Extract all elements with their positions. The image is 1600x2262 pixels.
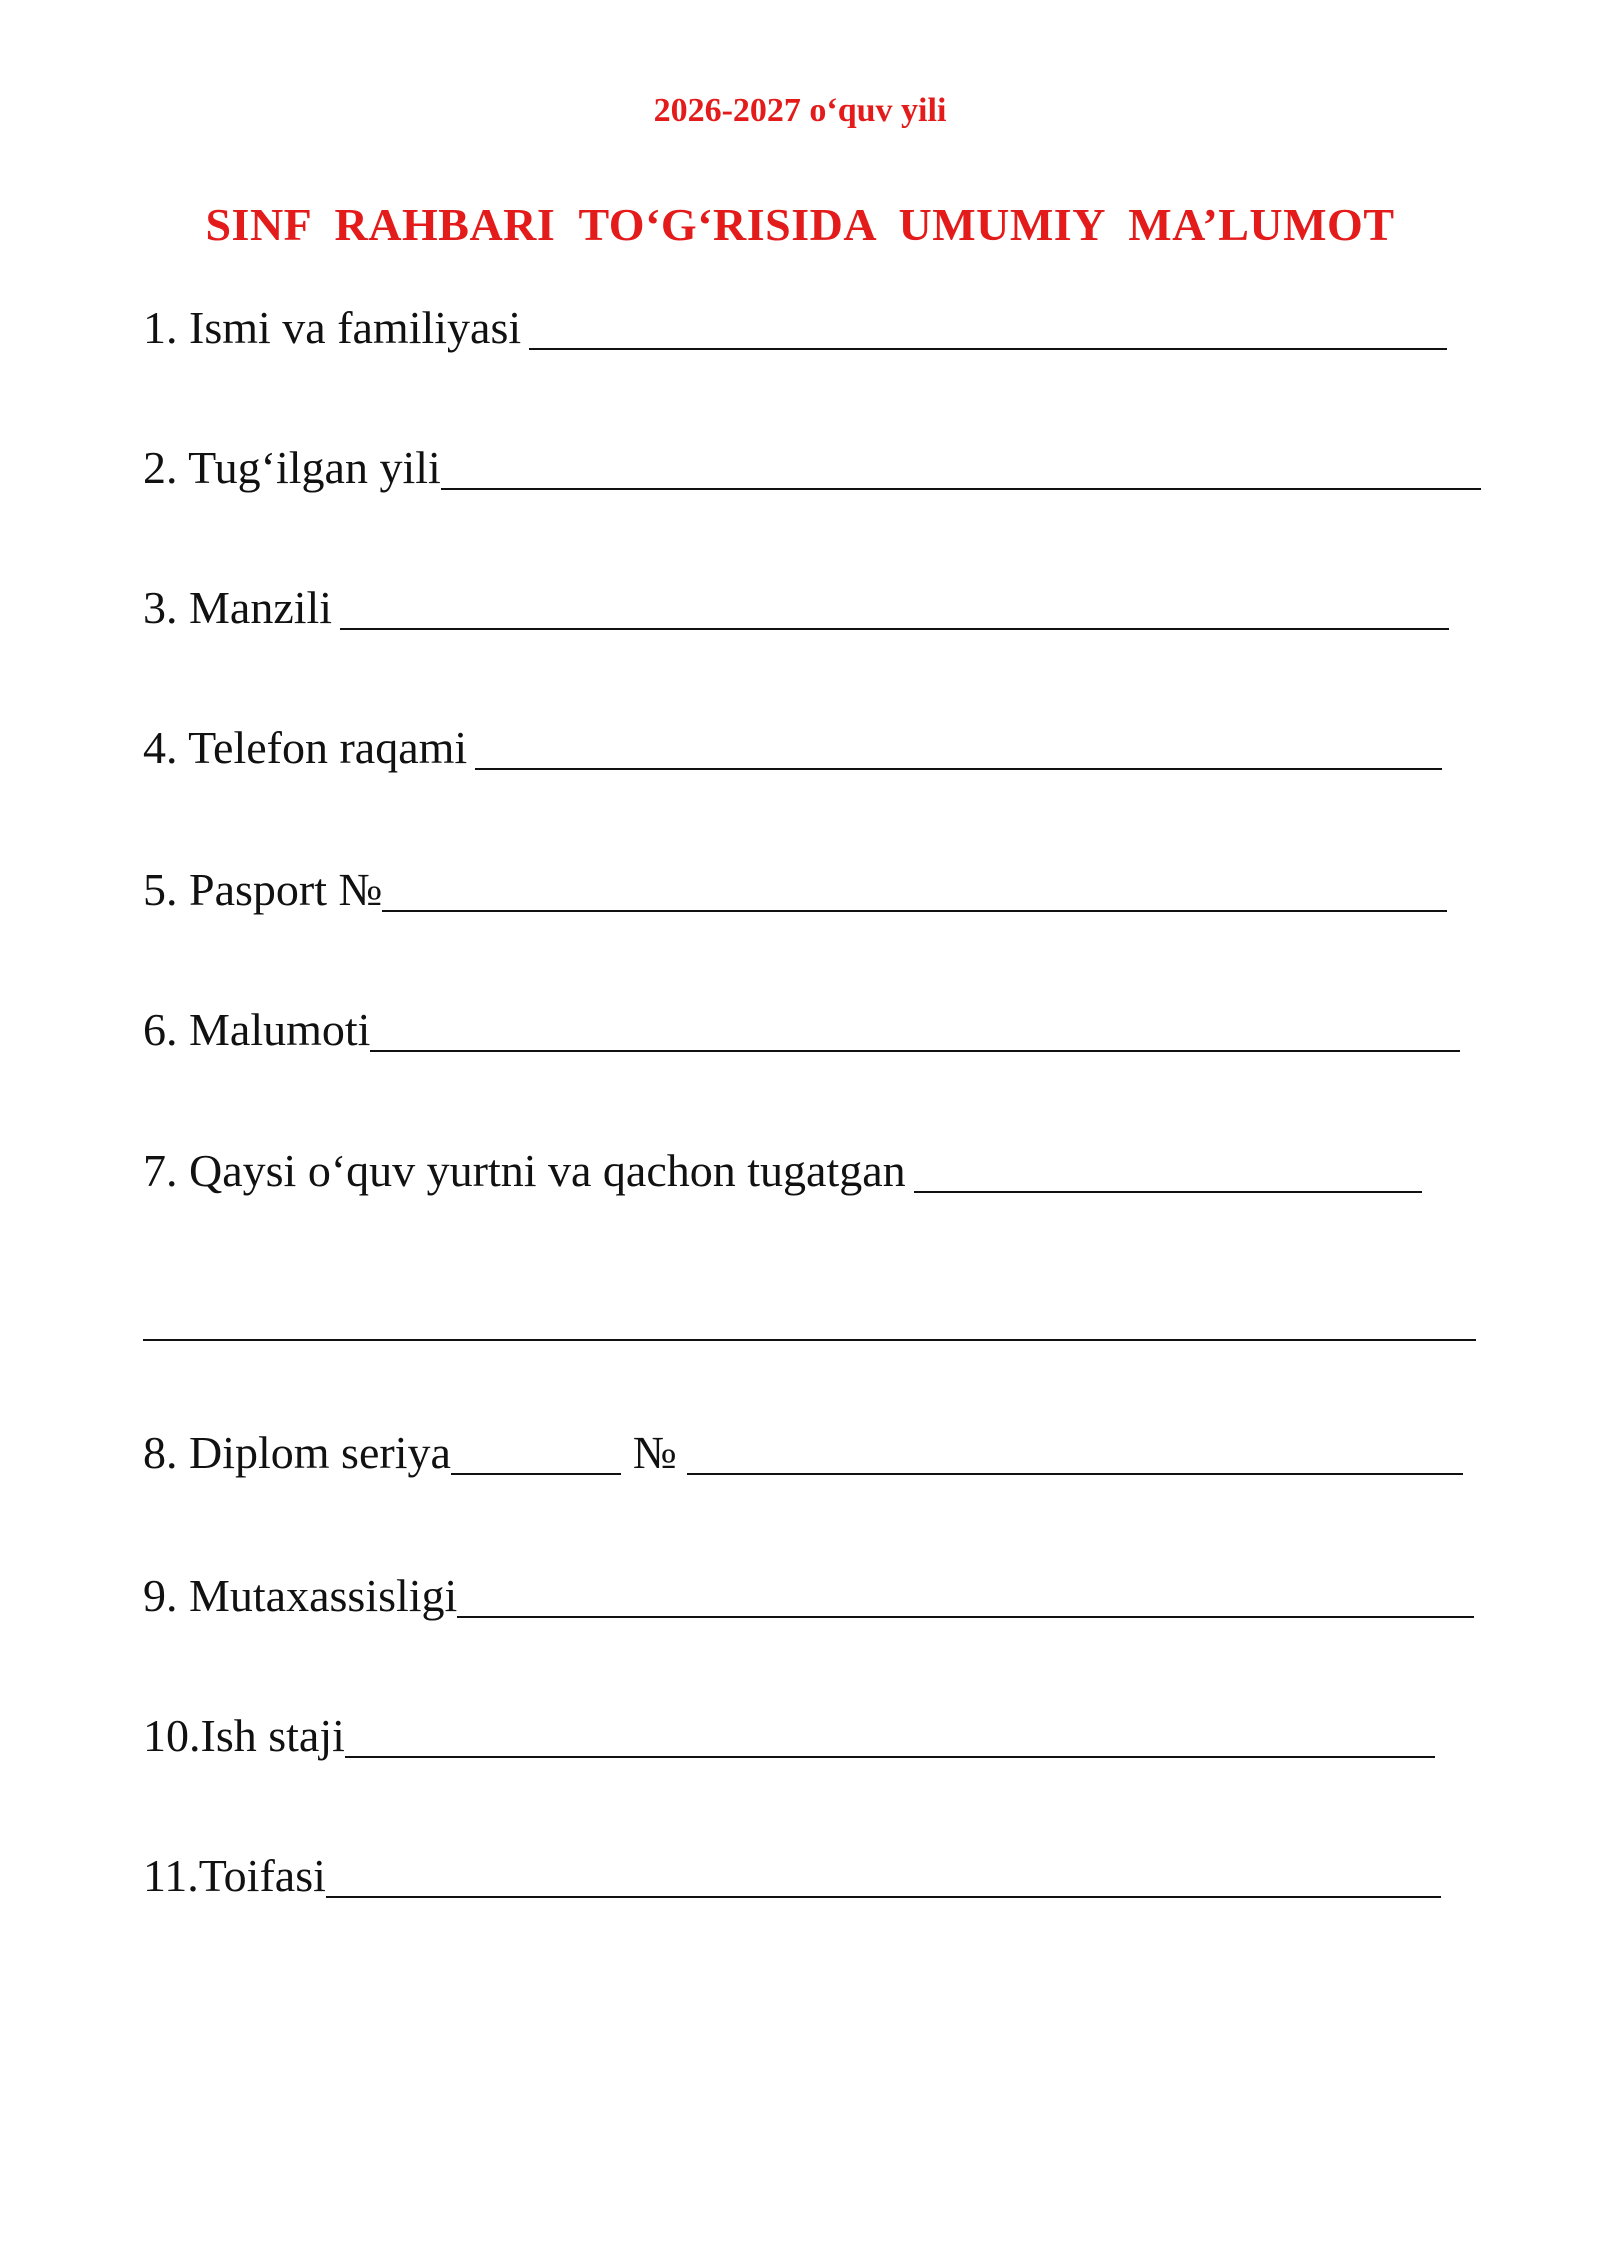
field-birth-year [143, 440, 1481, 496]
diploma-number-line[interactable] [687, 1431, 1463, 1475]
blank-input-line[interactable] [441, 446, 1481, 490]
field-label: 3. Manzili [143, 582, 333, 633]
field-label: 6. Malumoti [143, 1004, 371, 1055]
blank-input-line[interactable] [326, 1854, 1441, 1898]
blank-input-line[interactable] [457, 1574, 1474, 1618]
blank-input-line[interactable] [370, 1008, 1460, 1052]
academic-year: 2026-2027 o‘quv yili [653, 92, 947, 129]
field-category [143, 1848, 1441, 1904]
field-label: 5. Pasport № [143, 864, 383, 915]
field-specialty [143, 1568, 1474, 1624]
field-diploma [143, 1425, 1463, 1481]
field-education [143, 1002, 1460, 1058]
page-title: SINF RAHBARI TO‘G‘RISIDA UMUMIY MA’LUMOT [205, 199, 1395, 250]
field-phone [143, 720, 1442, 776]
field-institution [143, 1143, 1422, 1199]
field-label: 1. Ismi va familiyasi [143, 302, 522, 353]
blank-input-line[interactable] [345, 1714, 1435, 1758]
blank-input-line-continuation[interactable] [143, 1339, 1476, 1341]
blank-input-line[interactable] [529, 306, 1447, 350]
blank-input-line[interactable] [914, 1149, 1422, 1193]
field-label: 11.Toifasi [143, 1850, 326, 1901]
field-address [143, 580, 1449, 636]
field-label: 10.Ish staji [143, 1710, 345, 1761]
field-label: 4. Telefon raqami [143, 722, 468, 773]
field-label: 7. Qaysi o‘quv yurtni va qachon tugatgan [143, 1145, 906, 1196]
blank-input-line[interactable] [382, 868, 1447, 912]
blank-input-line[interactable] [340, 586, 1449, 630]
field-label: 8. Diplom seriya [143, 1427, 451, 1478]
field-label: 2. Tug‘ilgan yili [143, 442, 441, 493]
field-label: 9. Mutaxassisligi [143, 1570, 458, 1621]
field-passport [143, 862, 1447, 918]
field-experience [143, 1708, 1435, 1764]
diploma-series-line[interactable] [451, 1431, 621, 1475]
number-sign: № [632, 1427, 677, 1478]
field-name [143, 300, 1447, 356]
blank-input-line[interactable] [475, 726, 1442, 770]
